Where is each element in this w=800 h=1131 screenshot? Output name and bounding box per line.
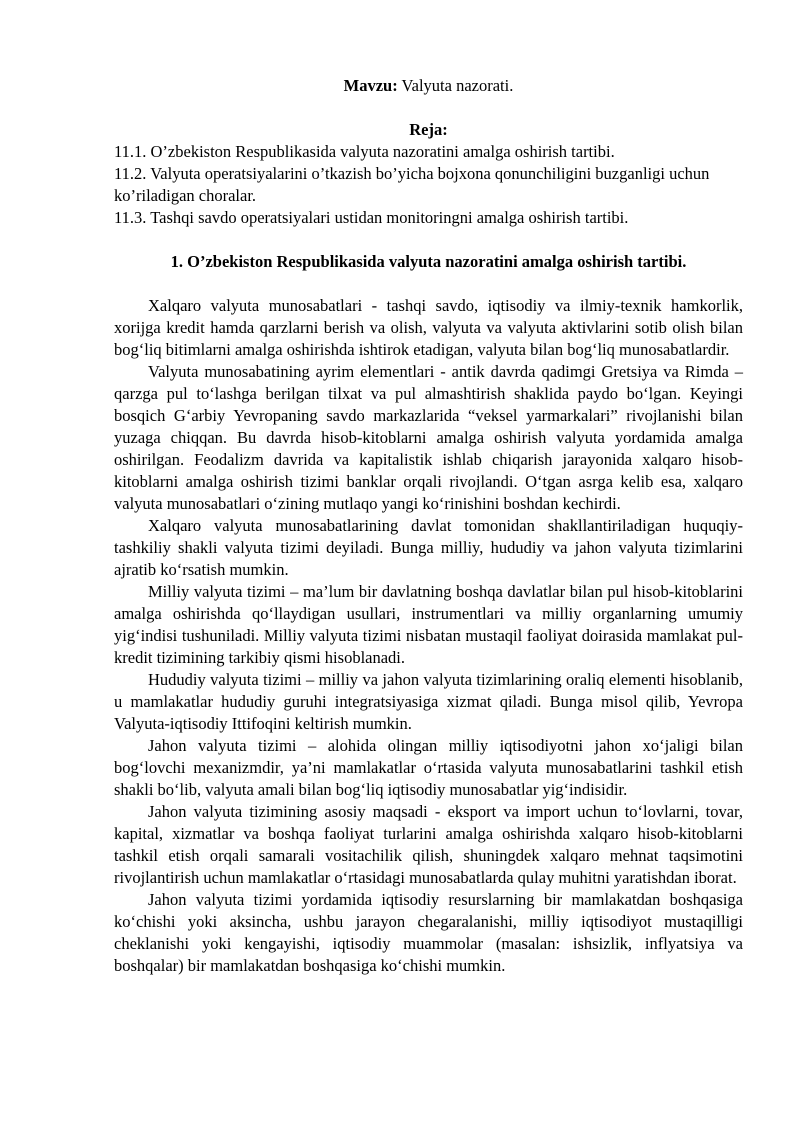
- plan-item: 11.1. O’zbekiston Respublikasida valyuta nazoratini amalga oshirish tartibi.: [114, 142, 615, 161]
- body-paragraph: Jahon valyuta tizimi yordamida iqtisodiy resurslarning bir mamlakatdan boshqasiga ko‘chishi yoki aksincha, ushbu jarayon chegaralanishi, milliy iqtisodiyot mustaqilligi cheklanishi yoki kengayishi, iqtisodiy muammolar (masalan: ishsizlik, inflyatsiya va boshqalar) bir mamlakatdan boshqasiga ko‘chishi mumkin.: [114, 890, 743, 975]
- plan-heading: Reja:: [409, 120, 448, 139]
- topic-title: [114, 75, 743, 97]
- section-heading: 1. O’zbekiston Respublikasida valyuta nazoratini amalga oshirish tartibi.: [170, 252, 687, 271]
- plan-list: [114, 141, 743, 229]
- topic-label: Mavzu:: [343, 76, 398, 95]
- body-paragraph: Valyuta munosabatining ayrim elementlari - antik davrda qadimgi Gretsiya va Rimda – qarzga pul to‘lashga berilgan tilxat va pul almashtirish shaklida paydo bo‘lgan. Keyingi bosqich G‘arbiy Yevropaning savdo markazlarida “veksel yarmarkalari” rivojlanishi bilan yuzaga chiqqan. Bu davrda hisob-kitoblarni amalga oshirish valyuta yordamida amalga oshirilgan. Feodalizm davrida va kapitalistik ishlab chiqarish jarayonida xalqaro hisob-kitoblarni amalga oshirish tizimi banklar orqali rivojlandi. O‘tgan asrga kelib esa, xalqaro valyuta munosabatlari o‘zining mutlaqo yangi ko‘rinishini boshdan kechirdi.: [114, 362, 743, 513]
- topic-text: Valyuta nazorati.: [397, 76, 514, 95]
- body-paragraph: Xalqaro valyuta munosabatlarining davlat tomonidan shakllantiriladigan huquqiy-tashkiliy shakli valyuta tizimi deyiladi. Bunga milliy, hududiy va jahon valyuta tizimlarini ajratib ko‘rsatish mumkin.: [114, 516, 743, 579]
- body-paragraph: Milliy valyuta tizimi – ma’lum bir davlatning boshqa davlatlar bilan pul hisob-kitoblarini amalga oshirishda qo‘llaydigan usullari, instrumentlari va milliy organlarning umumiy yig‘indisi tushuniladi. Milliy valyuta tizimi nisbatan mustaqil faoliyat doirasida mamlakat pul-kredit tizimining tarkibiy qismi hisoblanadi.: [114, 582, 743, 667]
- plan-item: 11.2. Valyuta operatsiyalarini o’tkazish bo’yicha bojxona qonunchiligini buzganligi uchun ko’riladigan choralar.: [114, 164, 710, 205]
- body-paragraph: Hududiy valyuta tizimi – milliy va jahon valyuta tizimlarining oraliq elementi hisoblanib, u mamlakatlar hududiy guruhi integratsiyasiga xizmat qiladi. Bunga misol qilib, Yevropa Valyuta-iqtisodiy Ittifoqini keltirish mumkin.: [114, 670, 743, 733]
- body-paragraph: Jahon valyuta tizimi – alohida olingan milliy iqtisodiyotni jahon xo‘jaligi bilan bog‘lovchi mexanizmdir, ya’ni mamlakatlar o‘rtasida valyuta munosabatlarini tashkil etish shakli bo‘lib, valyuta amali bilan bog‘liq iqtisodiy munosabatlar yig‘indisidir.: [114, 736, 743, 799]
- plan-item: 11.3. Tashqi savdo operatsiyalari ustidan monitoringni amalga oshirish tartibi.: [114, 208, 629, 227]
- body-paragraph: Xalqaro valyuta munosabatlari - tashqi savdo, iqtisodiy va ilmiy-texnik hamkorlik, xorijga kredit hamda qarzlarni berish va olish, valyuta va valyuta aktivlarini sotib olish bilan bog‘liq bitimlarni amalga oshirishda ishtirok etadigan, valyuta bilan bog‘liq munosabatlardir.: [114, 296, 743, 359]
- body-paragraph: Jahon valyuta tizimining asosiy maqsadi - eksport va import uchun to‘lovlarni, tovar, kapital, xizmatlar va boshqa faoliyat turlarini amalga oshirishda xalqaro hisob-kitoblarni tashkil etish orqali samarali vositachilik qilish, shuningdek xalqaro mehnat taqsimotini rivojlantirish uchun mamlakatlar o‘rtasidagi munosabatlarda qulay muhitni yaratishdan iborat.: [114, 802, 743, 887]
